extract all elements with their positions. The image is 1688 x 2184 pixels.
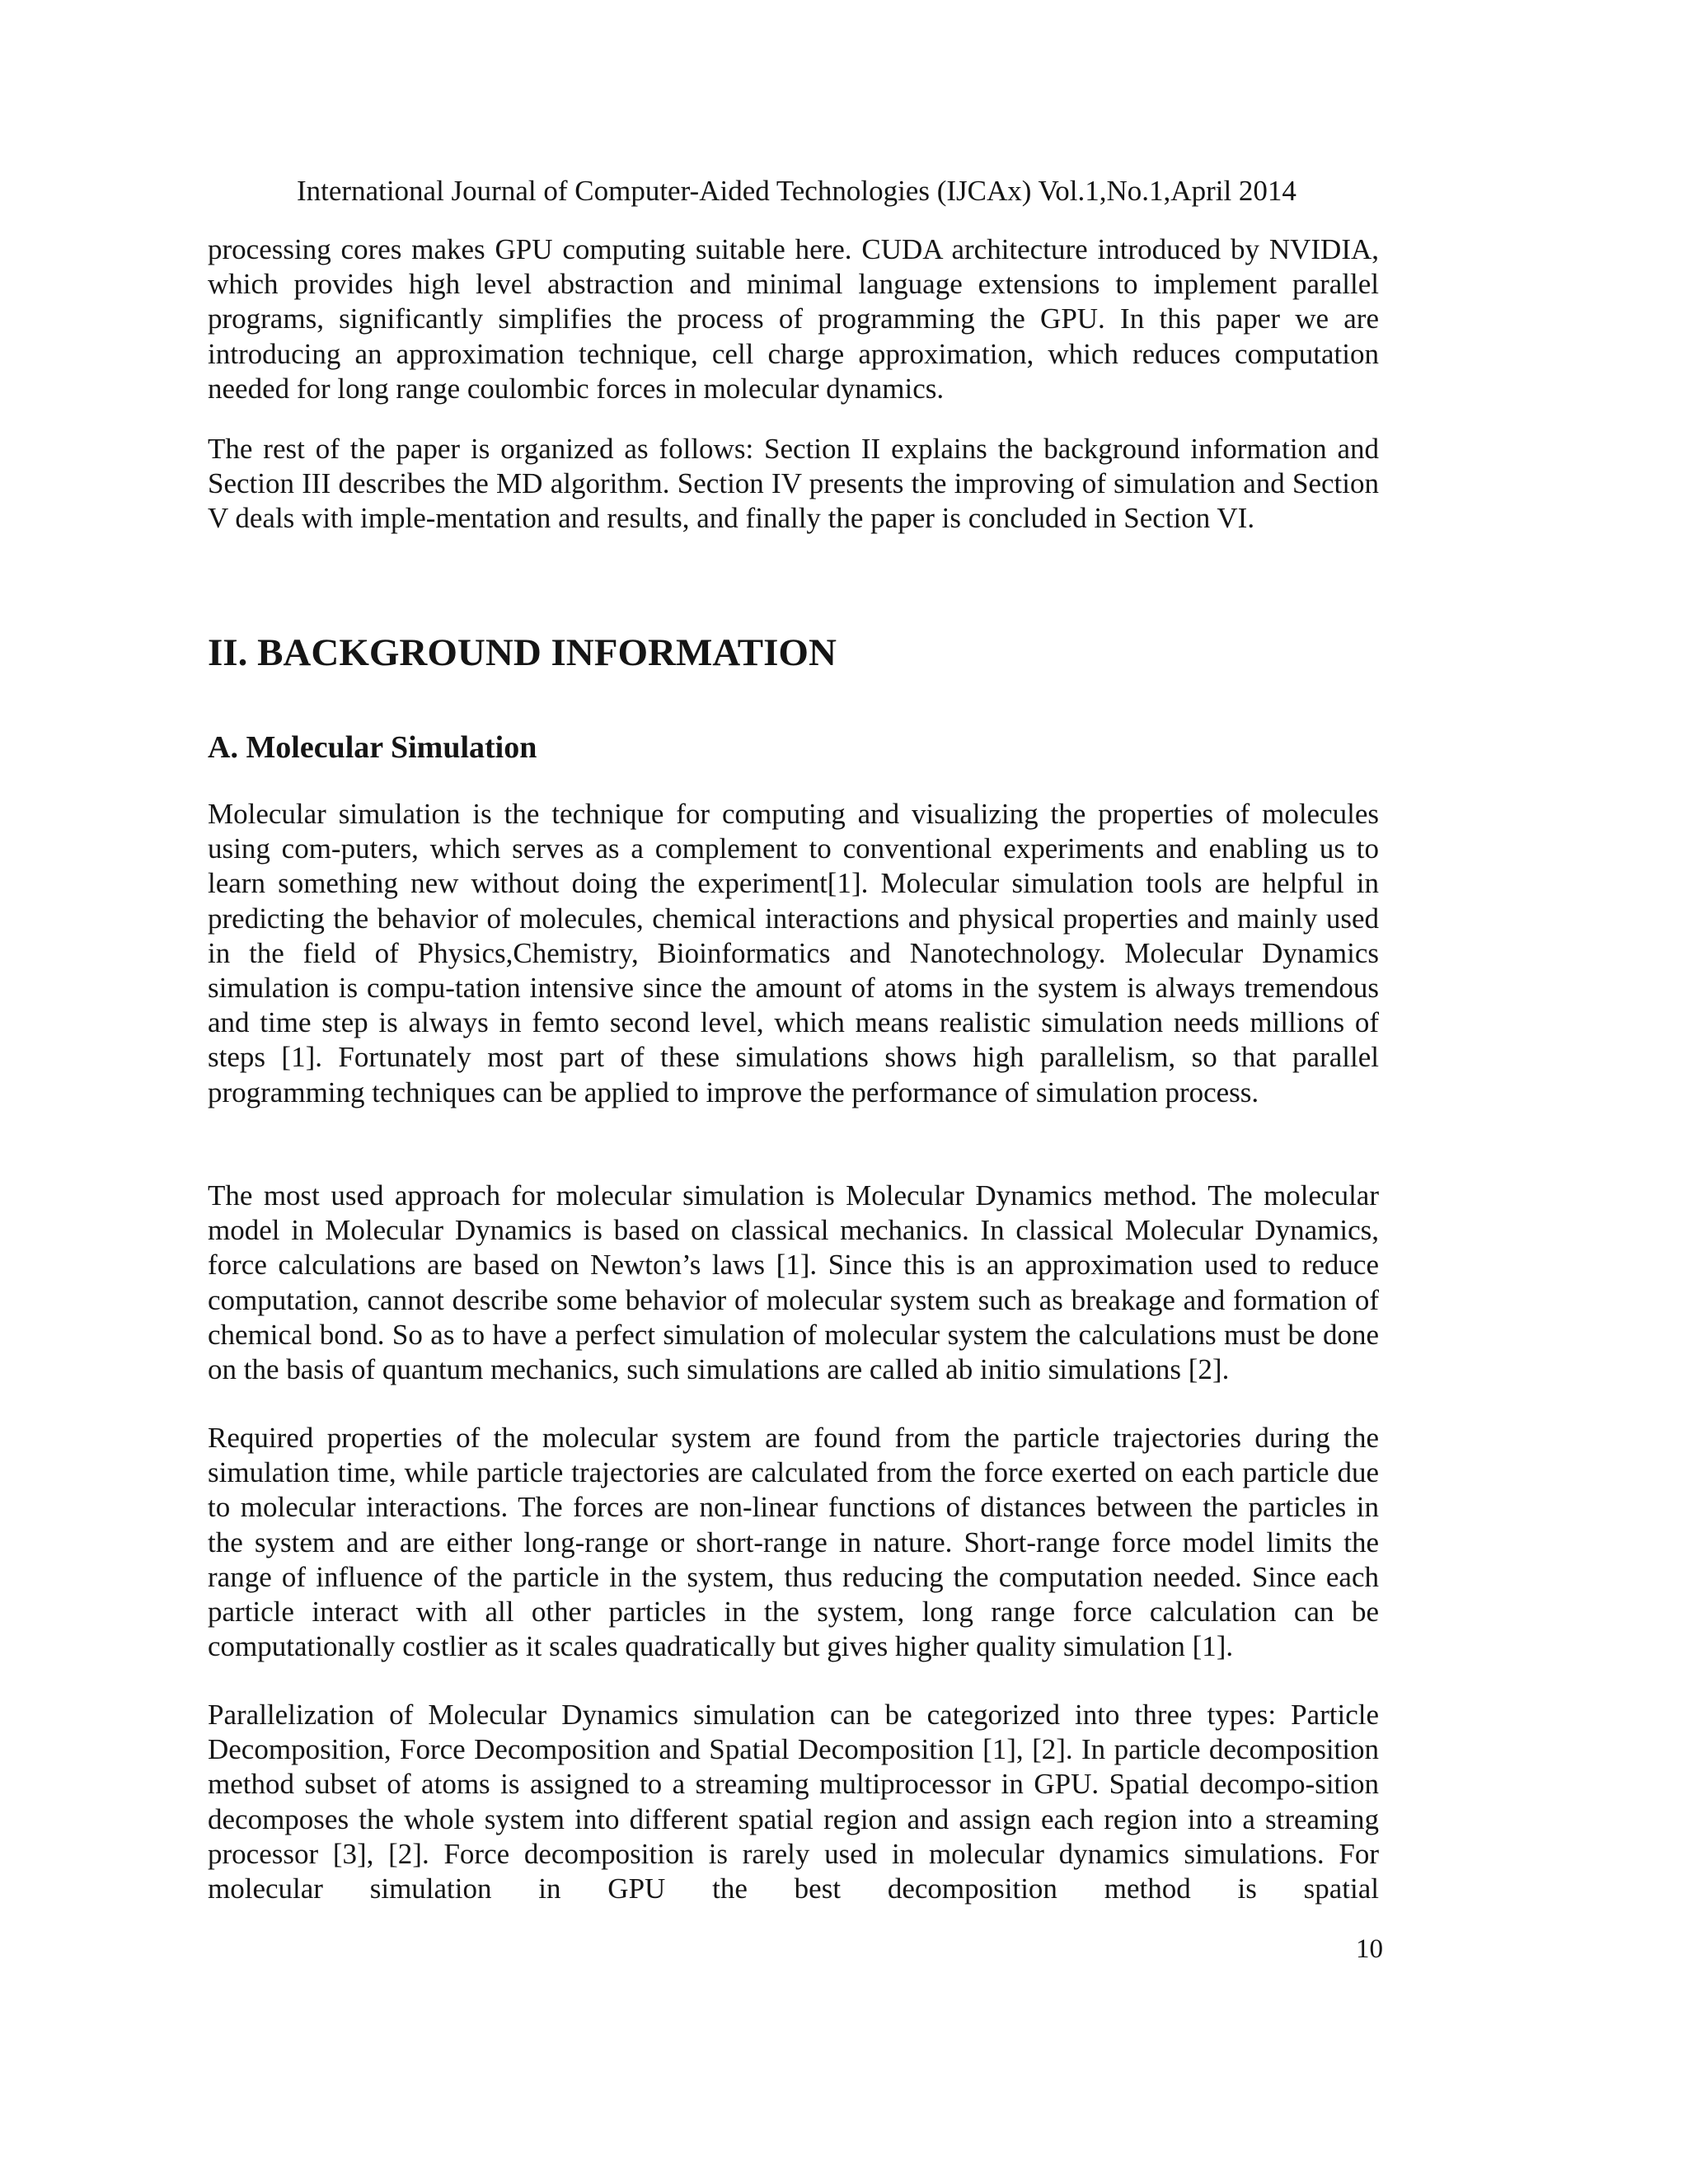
page-number: 10 xyxy=(1356,1934,1383,1964)
section-heading-background: II. BACKGROUND INFORMATION xyxy=(208,631,837,674)
paragraph-parallelization-types: Parallelization of Molecular Dynamics simulation can be categorized into three types: Particle Decomposition, Force Decomposition and Spatial Decomposition [1], [2]. In particle decomposition method subset of atoms is assigned to a streaming multiprocessor in GPU. Spatial decompo-sition decomposes the whole system into different spatial region and assign each region into a streaming processor [3], [2]. Force decomposition is rarely used in molecular dynamics simulations. For molecular simulation in GPU the best decomposition method is spatial xyxy=(208,1699,1379,1905)
paragraph-particle-trajectories: Required properties of the molecular system are found from the particle trajectories during the simulation time, while particle trajectories are calculated from the force exerted on each particle due to molecular interactions. The forces are non-linear functions of distances between the particles in the system and are either long-range or short-range in nature. Short-range force model limits the range of influence of the particle in the system, thus reducing the computation needed. Since each particle interact with all other particles in the system, long range force calculation can be computationally costlier as it scales quadratically but gives higher quality simulation [1]. xyxy=(208,1422,1379,1663)
paragraph-molecular-dynamics-method: The most used approach for molecular simulation is Molecular Dynamics method. The molecular model in Molecular Dynamics is based on classical mechanics. In classical Molecular Dynamics, force calculations are based on Newton’s laws [1]. Since this is an approximation used to reduce computation, cannot describe some behavior of molecular system such as breakage and formation of chemical bond. So as to have a perfect simulation of molecular system the calculations must be done on the basis of quantum mechanics, such simulations are called ab initio simulations [2]. xyxy=(208,1179,1379,1386)
subsection-heading-molecular-simulation: A. Molecular Simulation xyxy=(208,730,537,765)
paragraph-paper-organization: The rest of the paper is organized as follows: Section II explains the background information and Section III describes the MD algorithm. Section IV presents the improving of simulation and Section V deals with imple-mentation and results, and finally the paper is concluded in Section VI. xyxy=(208,433,1379,535)
running-header: International Journal of Computer-Aided Technologies (IJCAx) Vol.1,No.1,April 2014 xyxy=(297,175,1296,207)
paragraph-molecular-simulation-definition: Molecular simulation is the technique for computing and visualizing the properties of molecules using com-puters, which serves as a complement to conventional experiments and enabling us to learn something new without doing the experiment[1]. Molecular simulation tools are helpful in predicting the behavior of molecules, chemical interactions and physical properties and mainly used in the field of Physics,Chemistry, Bioinformatics and Nanotechnology. Molecular Dynamics simulation is compu-tation intensive since the amount of atoms in the system is always tremendous and time step is always in femto second level, which means realistic simulation needs millions of steps [1]. Fortunately most part of these simulations shows high parallelism, so that parallel programming techniques can be applied to improve the performance of simulation process. xyxy=(208,798,1379,1108)
paragraph-intro-continuation: processing cores makes GPU computing suitable here. CUDA architecture introduced by NVIDIA, which provides high level abstraction and minimal language extensions to implement parallel programs, significantly simplifies the process of programming the GPU. In this paper we are introducing an approximation technique, cell charge approximation, which reduces computation needed for long range coulombic forces in molecular dynamics. xyxy=(208,233,1379,405)
